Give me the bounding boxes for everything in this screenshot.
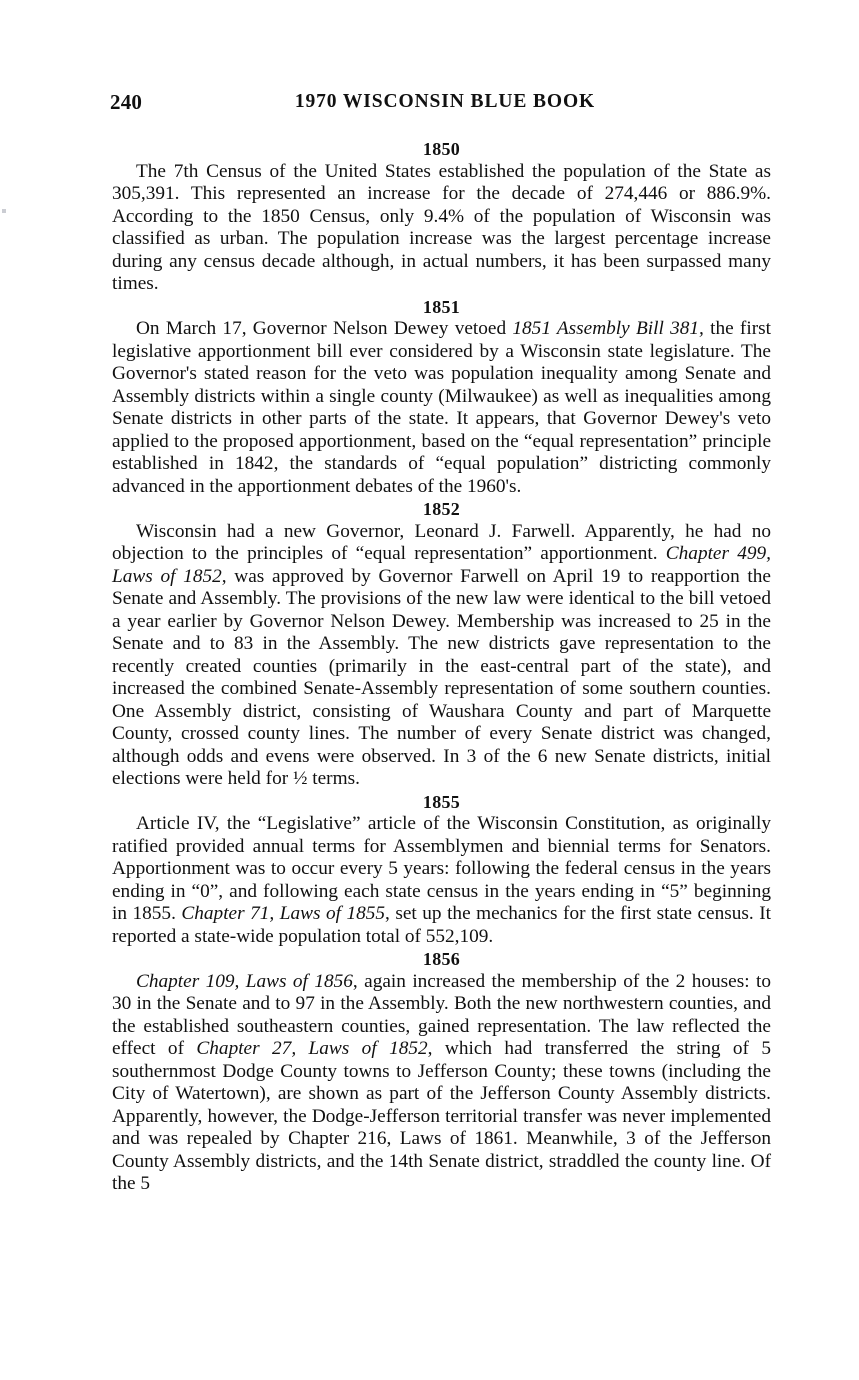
book-title: 1970 WISCONSIN BLUE BOOK xyxy=(294,91,596,112)
section-paragraph-1852: Wisconsin had a new Governor, Leonard J. Farwell. Apparently, he had no objection to the principles of “equal representation” apportionment. Chapter 499, Laws of 1852, was approved by Governor Farwell on April 19 to reapportion the Senate and Assembly. The provisions of the new law were identical to the bill vetoed a year earlier by Governor Nelson Dewey. Membership was increased to 25 in the Senate and to 83 in the Assembly. The new districts gave representation to the recently created counties (primarily in the east-central part of the state), and increased the combined Senate-Assembly representation of some southern counties. One Assembly district, consisting of Waushara County and part of Marquette County, crossed county lines. The number of every Senate district was changed, although odds and evens were observed. In 3 of the 6 new Senate districts, initial elections were held for ½ terms. xyxy=(112,520,771,789)
scan-artifact-speck xyxy=(2,209,6,213)
section-heading-1856: 1856 xyxy=(422,949,461,969)
citation-italic: Chapter 71, Laws of 1855 xyxy=(181,903,386,924)
section-paragraph-1855: Article IV, the “Legislative” article of the Wisconsin Constitution, as originally ratified provided annual terms for Assemblymen and biennial terms for Senators. Apportionment was to occur every 5 years: following the federal census in the years ending in “0”, and following each state census in the years ending in “5” beginning in 1855. Chapter 71, Laws of 1855, set up the mechanics for the first state census. It reported a state-wide population total of 552,109. xyxy=(112,813,771,947)
citation-italic: Chapter 499, Laws of 1852 xyxy=(112,543,771,587)
citation-italic: Chapter 109, Laws of 1856 xyxy=(136,970,353,992)
citation-italic: Chapter 27, Laws of 1852 xyxy=(196,1038,428,1059)
section-heading-1852: 1852 xyxy=(422,499,461,519)
section-paragraph-1851: On March 17, Governor Nelson Dewey vetoed 1851 Assembly Bill 381, the first legislative apportionment bill ever considered by a Wisconsin state legislature. The Governor's stated reason for the veto was population inequality among Senate and Assembly districts within a single county (Milwaukee) as well as inequalities among Senate districts in other parts of the state. It appears, that Governor Dewey's veto applied to the proposed apportionment, based on the “equal representation” principle established in 1842, the standards of “equal population” districting commonly advanced in the apportionment debates of the 1960's. xyxy=(112,318,771,497)
body-text-column xyxy=(112,138,771,1196)
citation-italic: 1851 Assembly Bill 381, xyxy=(512,318,704,339)
running-head xyxy=(110,90,770,120)
section-heading-1851: 1851 xyxy=(422,296,461,317)
section-paragraph-1850: The 7th Census of the United States established the population of the State as 305,391. This represented an increase for the decade of 274,446 or 886.9%. According to the 1850 Census, only 9.4% of the population of Wisconsin was classified as urban. The population increase was the largest percentage increase during any census decade although, in actual numbers, it has been surpassed many times. xyxy=(112,160,771,294)
section-heading-1855: 1855 xyxy=(422,791,461,812)
section-heading-1850: 1850 xyxy=(422,139,461,159)
page-number: 240 xyxy=(110,90,143,114)
section-paragraph-1856: Chapter 109, Laws of 1856, again increased the membership of the 2 houses: to 30 in the Senate and to 97 in the Assembly. Both the new northwestern counties, and the established southeastern counties, gained representation. The law reflected the effect of Chapter 27, Laws of 1852, which had transferred the string of 5 southernmost Dodge County towns to Jefferson County; these towns (including the City of Watertown), are shown as part of the Jefferson County Assembly districts. Apparently, however, the Dodge-Jefferson territorial transfer was never implemented and was repealed by Chapter 216, Laws of 1861. Meanwhile, 3 of the Jefferson County Assembly districts, and the 14th Senate district, straddled the county line. Of the 5 xyxy=(112,970,772,1194)
